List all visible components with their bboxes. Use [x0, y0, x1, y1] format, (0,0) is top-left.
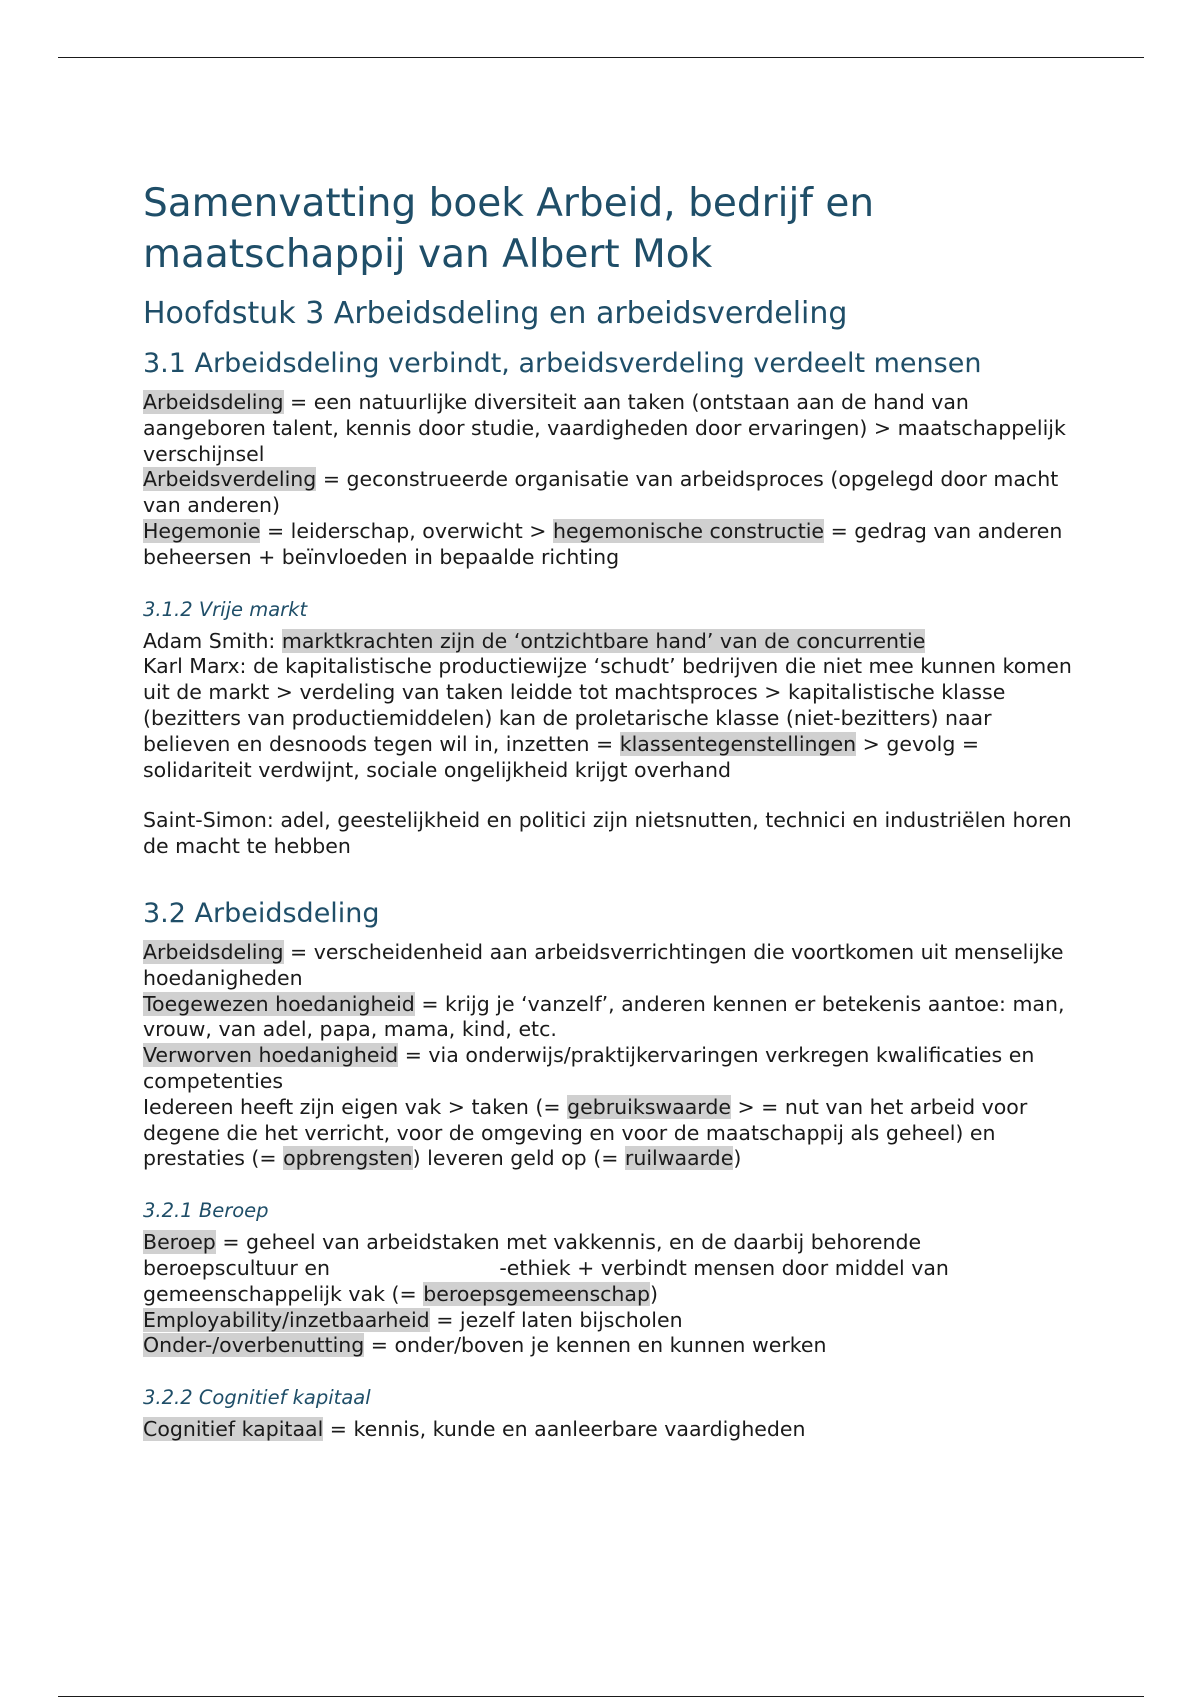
paragraph-saint-simon: Saint-Simon: adel, geestelijkheid en politici zijn nietsnutten, technici en industriëlen horen de macht te hebben: [143, 808, 1079, 859]
highlighted-term: marktkrachten zijn de ‘ontzichtbare hand’ van de concurrentie: [281, 628, 926, 653]
paragraph-text: > gevolg = solidariteit verdwijnt, sociale ongelijkheid krijgt overhand: [143, 731, 986, 782]
document-page: [143, 178, 1079, 1443]
highlighted-term: Arbeidsverdeling: [143, 467, 317, 492]
definition-arbeidsverdeling: [143, 467, 1073, 519]
section-heading: 3.2 Arbeidsdeling: [143, 897, 380, 929]
highlighted-term: Employability/inzetbaarheid: [143, 1307, 430, 1332]
highlighted-term: opbrengsten: [283, 1146, 413, 1171]
section-3-2-1: [143, 1198, 1073, 1359]
paragraph-text: ) leveren geld op (=: [412, 1146, 625, 1171]
chapter-heading: Hoofdstuk 3 Arbeidsdeling en arbeidsverdeling: [143, 296, 848, 331]
definition-text: = een natuurlijke diversiteit aan taken (ontstaan aan de hand van aangeboren talent, kennis door studie, vaardigheden door ervaringen) > maatschappelijk verschijnsel: [143, 390, 1073, 466]
highlighted-term: Toegewezen hoedanigheid: [143, 991, 415, 1016]
definition-text: = geconstrueerde organisatie van arbeidsproces (opgelegd door macht van anderen): [143, 467, 1065, 518]
section-3-1-2: [143, 597, 1079, 860]
definition-employability: [143, 1308, 1073, 1334]
highlighted-term: Onder-/overbenutting: [143, 1333, 365, 1358]
definition-text: = gedrag van anderen beheersen + beïnvloeden in bepaalde richting: [143, 518, 1069, 569]
highlighted-term: Verworven hoedanigheid: [143, 1043, 399, 1068]
highlighted-term: Arbeidsdeling: [143, 390, 284, 414]
definition-text: ): [650, 1281, 658, 1306]
subsection-heading: 3.2.2 Cognitief kapitaal: [143, 1386, 371, 1410]
definition-text: = verscheidenheid aan arbeidsverrichtingen die voortkomen uit menselijke hoedanigheden: [143, 939, 1071, 990]
section-heading: 3.1 Arbeidsdeling verbindt, arbeidsverdeling verdeelt mensen: [143, 348, 982, 379]
definition-onder-overbenutting: [143, 1333, 1073, 1359]
highlighted-term: Hegemonie: [143, 518, 261, 543]
highlighted-term: gebruikswaarde: [567, 1094, 731, 1119]
paragraph-gap: [143, 783, 1073, 808]
definition-text: = via onderwijs/praktijkervaringen verkregen kwalificaties en competenties: [143, 1043, 1041, 1093]
definition-toegewezen-hoedanigheid: [143, 992, 1073, 1044]
definition-arbeidsdeling-2: [143, 940, 1073, 992]
paragraph-karl-marx: [143, 654, 1079, 783]
section-3-2-2: [143, 1385, 1073, 1443]
document-title: Samenvatting boek Arbeid, bedrijf en maatschappij van Albert Mok: [143, 181, 875, 277]
definition-beroep: [143, 1230, 1073, 1307]
definition-text: = krijg je ‘vanzelf’, anderen kennen er betekenis aantoe: man, vrouw, van adel, papa, mama, kind, etc.: [143, 991, 1072, 1042]
highlighted-term: klassentegenstellingen: [619, 731, 857, 756]
definition-cognitief-kapitaal: [143, 1417, 1073, 1443]
definition-arbeidsdeling: [143, 390, 1073, 467]
paragraph-text: Adam Smith:: [143, 628, 282, 653]
paragraph-vak: [143, 1095, 1073, 1172]
paragraph-text: ): [733, 1146, 742, 1171]
header-rule: [58, 57, 1144, 58]
highlighted-term: hegemonische constructie: [552, 518, 825, 543]
definition-hegemonie: [143, 519, 1073, 571]
paragraph-text: Karl Marx: de kapitalistische productiewijze ‘schudt’ bedrijven die niet mee kunnen komen uit de markt > verdeling van taken leidde tot machtsproces > kapitalistische klasse (bezitters van productiemiddelen) kan de proletarische klasse (niet-bezitters) naar believen en desnoods tegen wil in, inzetten =: [143, 654, 1079, 756]
definition-text: = jezelf laten bijscholen: [429, 1307, 683, 1332]
section-3-1: [143, 346, 1073, 571]
footer-rule: [58, 1696, 1144, 1697]
subsection-heading: 3.2.1 Beroep: [143, 1199, 269, 1223]
subsection-heading: 3.1.2 Vrije markt: [143, 597, 308, 621]
highlighted-term: Arbeidsdeling: [143, 939, 284, 964]
definition-text: = onder/boven je kennen en kunnen werken: [364, 1333, 827, 1358]
section-3-2: [143, 896, 1073, 1172]
definition-verworven-hoedanigheid: [143, 1043, 1073, 1095]
paragraph-adam-smith: [143, 629, 1073, 655]
paragraph-text: > = nut van het arbeid voor degene die het verricht, voor de omgeving en voor de maatschappij als geheel) en prestaties (=: [143, 1094, 1034, 1171]
definition-text: = kennis, kunde en aanleerbare vaardigheden: [323, 1417, 806, 1442]
paragraph-text: Iedereen heeft zijn eigen vak > taken (=: [143, 1094, 568, 1119]
definition-text: = geheel van arbeidstaken met vakkennis, en de daarbij behorende beroepscultuur en -ethiek + verbindt mensen door middel van gemeenschappelijk vak (=: [143, 1230, 956, 1306]
highlighted-term: Beroep: [143, 1230, 216, 1255]
highlighted-term: ruilwaarde: [624, 1146, 734, 1171]
definition-text: = leiderschap, overwicht >: [260, 518, 553, 543]
highlighted-term: Cognitief kapitaal: [143, 1417, 324, 1442]
highlighted-term: beroepsgemeenschap: [423, 1281, 650, 1306]
